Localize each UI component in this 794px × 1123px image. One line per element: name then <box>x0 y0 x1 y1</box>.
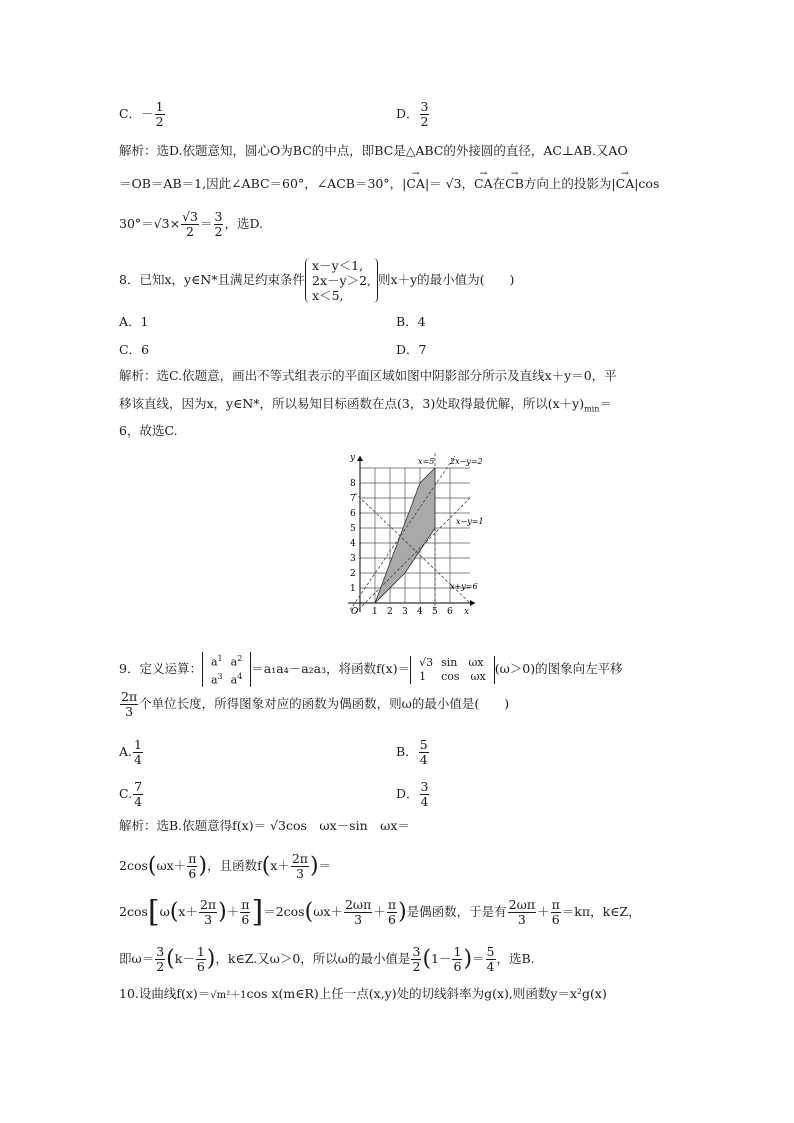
q8-option-d: D．7 <box>396 342 427 357</box>
q7-solution-line-2: ＝OB＝AB＝1,因此∠ABC＝60°，∠ACB＝30°，|→ CA|＝ √3，→ CA在→ CB方向上的投影为|→ CA|cos <box>119 176 659 192</box>
y-tick: 5 <box>350 524 356 534</box>
q7-option-c <box>119 100 166 129</box>
vector-ca: → CA <box>474 176 493 192</box>
x-tick: 3 <box>402 607 408 616</box>
q9-option-c: C. $\frac{7}{4}$ <box>119 779 143 809</box>
fraction: $\frac{√3}{2}$ <box>182 209 198 239</box>
fraction: $\frac{2\omega\pi}{3}$ <box>508 897 536 927</box>
option-label: D． <box>396 106 419 121</box>
q8-solution-line-1: 解析：选C.依题意，画出不等式组表示的平面区域如图中阴影部分所示及直线x＋y＝0，平 <box>119 368 617 383</box>
q9-option-b: B． $\frac{5}{4}$ <box>396 737 428 767</box>
determinant-definition: $a^1$ $a^2$ $a^3$ $a^4$ <box>202 652 251 687</box>
fraction: $\frac{\pi}{6}$ <box>241 897 250 927</box>
y-tick: 6 <box>350 509 356 519</box>
fraction: $\frac{7}{4}$ <box>134 779 143 809</box>
fraction: $\frac{3}{4}$ <box>420 779 429 809</box>
q9-solution-line-3: 2cos[ω(x＋ $\frac{2\pi}{3}$ )＋ $\frac{\pi}{6}$ ]＝2cos(ωx＋ $\frac{2\omega\pi}{3}$ ＋ $\frac{\pi}{6}$ )是偶函数，于是有 $\frac{2\omega\pi}{3}$ ＋ $\frac{\pi}{6}$ ＝kπ，k∈Z， <box>119 894 641 930</box>
x-axis-label: x <box>464 607 470 616</box>
feasible-region-graph <box>330 448 490 616</box>
fraction: $\frac{\pi}{6}$ <box>551 897 560 927</box>
fraction: $\frac{3}{2}$ <box>156 944 165 974</box>
q8-solution-line-3: 6，故选C. <box>119 423 178 438</box>
line-label-2x-y: 2x−y=2 <box>450 457 483 466</box>
q9-option-d: D． $\frac{3}{4}$ <box>396 779 429 809</box>
q8-option-a: A．1 <box>119 314 149 329</box>
q7-solution-line-1: 解析：选D.依题意知，圆心O为BC的中点，即BC是△ABC的外接圆的直径，AC⊥AB.又AO <box>119 143 628 158</box>
vector-ca: → CA <box>616 176 635 192</box>
q10-stem: 10.设曲线f(x)＝√m²＋1cos x(m∈R)上任一点(x,y)处的切线斜率为g(x),则函数y＝x²g(x) <box>119 986 607 1001</box>
y-tick: 2 <box>350 569 356 579</box>
fraction: $\frac{\pi}{6}$ <box>387 897 397 927</box>
line-label-x5: x=5 <box>418 457 435 466</box>
q9-option-a: A. $\frac{1}{4}$ <box>119 737 142 767</box>
fraction: $\frac{1}{6}$ <box>196 944 205 974</box>
function-determinant: √3 sin ωx 1 cos ωx <box>410 656 495 684</box>
q8-option-c: C．6 <box>119 342 150 357</box>
option-label: C． <box>119 106 142 121</box>
q8-solution-line-2: 移该直线，因为x，y∈N*，所以易知目标函数在点(3，3)处取得最优解，所以$(x+y)_{min}=$ <box>119 396 612 414</box>
x-tick: 5 <box>432 607 438 616</box>
x-tick: 6 <box>447 607 453 616</box>
q8-option-b: B．4 <box>396 314 426 329</box>
fraction: $\frac{1}{4}$ <box>134 737 142 767</box>
fraction: $\frac{\pi}{6}$ <box>188 851 197 881</box>
fraction: $\frac{3}{2}$ <box>214 209 223 239</box>
fraction: $\frac{5}{4}$ <box>419 737 428 767</box>
y-tick-labels <box>350 479 356 594</box>
fraction: $\frac{1}{6}$ <box>453 944 462 974</box>
fraction: $\frac{5}{4}$ <box>486 944 495 974</box>
y-tick: 3 <box>350 554 356 564</box>
y-tick: 4 <box>350 539 356 549</box>
q7-solution-line-3: 30°＝√3× $\frac{√3}{2}$ ＝ $\frac{3}{2}$ ，选D. <box>119 209 264 239</box>
minus-sign: － <box>141 106 154 121</box>
line-label-xy6: x+y=6 <box>450 582 478 591</box>
fraction: $\frac{1}{2}$ <box>155 99 164 129</box>
q9-solution-line-2: 2cos(ωx＋ $\frac{\pi}{6}$ )，且函数f(x＋ $\frac{2\pi}{3}$ )＝ <box>119 851 332 881</box>
fraction: $\frac{2\pi}{3}$ <box>291 851 309 881</box>
q7-option-d <box>396 100 430 129</box>
q9-stem: 9．定义运算： $a^1$ $a^2$ $a^3$ $a^4$ ＝a₁a₄－a₂a₃，将函数f(x)＝ √3 sin ωx 1 cos ωx (ω＞0)的图象向左平移 <box>119 654 623 687</box>
vector-cb: → CB <box>505 176 524 192</box>
fraction: $\frac{3}{2}$ <box>412 944 421 974</box>
x-tick-labels <box>372 607 453 616</box>
q9-stem-line-2: $\frac{2\pi}{3}$ 个单位长度，所得图象对应的函数为偶函数，则ω的最小值是( ) <box>121 689 510 719</box>
y-tick: 8 <box>350 479 356 489</box>
x-tick: 1 <box>372 607 378 616</box>
fraction: $\frac{2\omega\pi}{3}$ <box>344 897 372 927</box>
origin-label: O <box>351 607 359 616</box>
q8-stem: 8．已知x，y∈N*且满足约束条件 x－y＜1, 2x－y＞2, x＜5, 则x＋y的最小值为( ) <box>119 258 515 303</box>
x-tick: 4 <box>417 607 423 616</box>
fraction: $\frac{3}{2}$ <box>420 99 429 129</box>
y-tick: 7 <box>350 494 356 504</box>
fraction: $\frac{2\pi}{3}$ <box>121 689 138 719</box>
q9-solution-line-4: 即ω＝ $\frac{3}{2}$ (k－ $\frac{1}{6}$ )，k∈Z.又ω＞0，所以ω的最小值是 $\frac{3}{2}$ (1－ $\frac{1}{6}$ )＝ $\frac{5}{4}$ ，选B. <box>119 944 535 974</box>
line-label-x-y1: x−y=1 <box>456 517 484 526</box>
fraction: $\frac{2\pi}{3}$ <box>199 897 217 927</box>
x-tick: 2 <box>387 607 393 616</box>
vector-ca: → CA <box>406 176 425 192</box>
constraint-system: x－y＜1, 2x－y＞2, x＜5, <box>305 258 378 303</box>
q9-solution-line-1: 解析：选B.依题意得f(x)＝ √3cos ωx－sin ωx＝ <box>119 818 410 833</box>
y-axis-label: y <box>350 453 356 463</box>
y-tick: 1 <box>350 584 356 594</box>
